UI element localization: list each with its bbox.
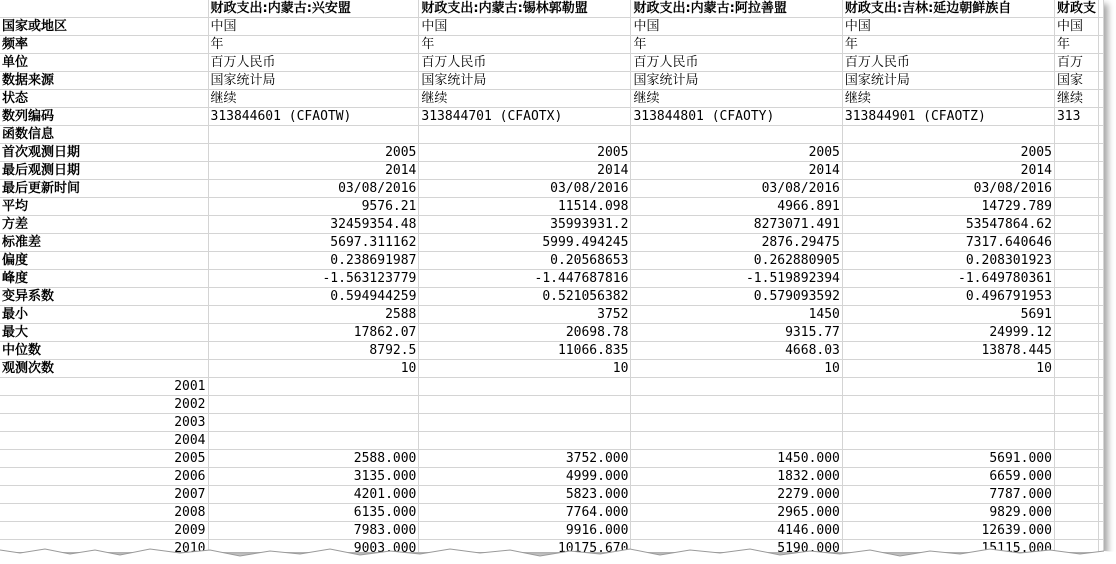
year-value-cell[interactable] [631, 414, 842, 432]
info-cell[interactable]: 年 [419, 36, 631, 54]
table-row [0, 36, 1104, 54]
info-cell[interactable]: 年 [208, 36, 419, 54]
year-value-cell[interactable] [842, 414, 1054, 432]
table-row [0, 162, 1104, 180]
stat-cell[interactable]: 4966.891 [631, 198, 842, 216]
stat-cell[interactable]: 11066.835 [419, 342, 631, 360]
empty-cell[interactable] [1099, 396, 1104, 414]
row-label[interactable]: 单位 [0, 54, 208, 72]
corner-cell[interactable] [0, 0, 208, 18]
info-cell[interactable] [419, 126, 631, 144]
year-value-cell[interactable] [842, 396, 1054, 414]
year-value-cell[interactable]: 7764.000 [419, 504, 631, 522]
stat-cell[interactable]: 2014 [208, 162, 419, 180]
stat-cell[interactable]: 24999.12 [842, 324, 1054, 342]
year-value-cell[interactable] [631, 432, 842, 450]
stat-cell[interactable]: 53547864.62 [842, 216, 1054, 234]
stat-cell[interactable]: 0.521056382 [419, 288, 631, 306]
info-cell[interactable] [842, 126, 1054, 144]
year-value-cell[interactable] [419, 378, 631, 396]
info-cell[interactable]: 国家统计局 [208, 72, 419, 90]
year-value-cell[interactable] [419, 396, 631, 414]
year-value-cell[interactable] [1054, 504, 1098, 522]
table-row [0, 18, 1104, 36]
info-cell[interactable]: 百万人民币 [842, 54, 1054, 72]
column-header[interactable]: 财政支出:吉林:延边朝鲜族自 [842, 0, 1054, 18]
empty-cell[interactable] [1099, 36, 1104, 54]
info-cell[interactable] [1054, 126, 1098, 144]
stat-cell[interactable] [1054, 216, 1098, 234]
table-row [0, 414, 1104, 432]
row-label[interactable]: 标准差 [0, 234, 208, 252]
stat-cell[interactable]: 8273071.491 [631, 216, 842, 234]
stat-cell[interactable]: 0.262880905 [631, 252, 842, 270]
stat-cell[interactable] [1054, 324, 1098, 342]
stat-cell[interactable]: 4668.03 [631, 342, 842, 360]
empty-cell[interactable] [1099, 324, 1104, 342]
year-value-cell[interactable]: 3752.000 [419, 450, 631, 468]
table-row [0, 108, 1104, 126]
stat-cell[interactable]: 20698.78 [419, 324, 631, 342]
stat-cell[interactable]: 3752 [419, 306, 631, 324]
year-value-cell[interactable]: 2588.000 [208, 450, 419, 468]
info-cell[interactable]: 313844701 (CFAOTX) [419, 108, 631, 126]
empty-cell[interactable] [1099, 54, 1104, 72]
header-row [0, 0, 1104, 18]
stat-cell[interactable]: 03/08/2016 [842, 180, 1054, 198]
info-cell[interactable]: 年 [842, 36, 1054, 54]
year-label[interactable]: 2008 [0, 504, 208, 522]
empty-cell[interactable] [1099, 522, 1104, 540]
stat-cell[interactable]: 0.20568653 [419, 252, 631, 270]
stat-cell[interactable] [1054, 234, 1098, 252]
table-row [0, 252, 1104, 270]
row-label[interactable]: 频率 [0, 36, 208, 54]
info-cell[interactable]: 313844601 (CFAOTW) [208, 108, 419, 126]
stat-cell[interactable]: -1.649780361 [842, 270, 1054, 288]
year-value-cell[interactable] [208, 378, 419, 396]
info-cell[interactable]: 国家统计局 [631, 72, 842, 90]
stat-cell[interactable] [1054, 342, 1098, 360]
year-value-cell[interactable]: 7787.000 [842, 486, 1054, 504]
year-value-cell[interactable] [208, 414, 419, 432]
empty-cell[interactable] [1099, 342, 1104, 360]
empty-cell[interactable] [1099, 72, 1104, 90]
stat-cell[interactable]: 13878.445 [842, 342, 1054, 360]
info-cell[interactable]: 继续 [208, 90, 419, 108]
row-label[interactable]: 平均 [0, 198, 208, 216]
stat-cell[interactable]: 9576.21 [208, 198, 419, 216]
year-value-cell[interactable]: 9003.000 [208, 540, 419, 553]
stat-cell[interactable]: 32459354.48 [208, 216, 419, 234]
row-label[interactable]: 方差 [0, 216, 208, 234]
year-value-cell[interactable]: 9916.000 [419, 522, 631, 540]
info-cell[interactable]: 国家统计局 [842, 72, 1054, 90]
stat-cell[interactable] [1054, 270, 1098, 288]
info-cell[interactable]: 继续 [842, 90, 1054, 108]
row-label[interactable]: 中位数 [0, 342, 208, 360]
row-label[interactable]: 数列编码 [0, 108, 208, 126]
stat-cell[interactable]: -1.447687816 [419, 270, 631, 288]
year-label[interactable]: 2002 [0, 396, 208, 414]
table-row [0, 288, 1104, 306]
table-row [0, 198, 1104, 216]
info-cell[interactable] [631, 126, 842, 144]
year-value-cell[interactable]: 2965.000 [631, 504, 842, 522]
row-label[interactable]: 首次观测日期 [0, 144, 208, 162]
empty-cell[interactable] [1099, 0, 1104, 18]
stat-cell[interactable]: 2014 [842, 162, 1054, 180]
table-row [0, 432, 1104, 450]
info-cell[interactable]: 中国 [419, 18, 631, 36]
year-value-cell[interactable]: 10175.670 [419, 540, 631, 553]
row-label[interactable]: 最小 [0, 306, 208, 324]
stat-cell[interactable]: -1.563123779 [208, 270, 419, 288]
year-value-cell[interactable]: 7983.000 [208, 522, 419, 540]
column-header[interactable]: 财政支 [1054, 0, 1098, 18]
table-row [0, 378, 1104, 396]
year-label[interactable]: 2006 [0, 468, 208, 486]
year-value-cell[interactable]: 4146.000 [631, 522, 842, 540]
table-row [0, 180, 1104, 198]
info-cell[interactable]: 百万人民币 [631, 54, 842, 72]
info-cell[interactable] [208, 126, 419, 144]
empty-cell[interactable] [1099, 108, 1104, 126]
empty-cell[interactable] [1099, 468, 1104, 486]
year-label[interactable]: 2003 [0, 414, 208, 432]
table-row [0, 90, 1104, 108]
stat-cell[interactable]: 2588 [208, 306, 419, 324]
stat-cell[interactable]: 0.496791953 [842, 288, 1054, 306]
year-label[interactable]: 2007 [0, 486, 208, 504]
stat-cell[interactable]: 2005 [208, 144, 419, 162]
year-value-cell[interactable] [842, 432, 1054, 450]
column-header[interactable]: 财政支出:内蒙古:兴安盟 [208, 0, 419, 18]
year-value-cell[interactable] [1054, 522, 1098, 540]
table-row [0, 450, 1104, 468]
info-cell[interactable]: 年 [1054, 36, 1098, 54]
table-row [0, 126, 1104, 144]
empty-cell[interactable] [1099, 360, 1104, 378]
stat-cell[interactable]: 03/08/2016 [208, 180, 419, 198]
info-cell[interactable]: 继续 [419, 90, 631, 108]
table-row [0, 342, 1104, 360]
empty-cell[interactable] [1099, 18, 1104, 36]
year-label[interactable]: 2009 [0, 522, 208, 540]
stat-cell[interactable]: 8792.5 [208, 342, 419, 360]
year-value-cell[interactable]: 5190.000 [631, 540, 842, 553]
empty-cell[interactable] [1099, 126, 1104, 144]
stat-cell[interactable] [1054, 360, 1098, 378]
table-row [0, 216, 1104, 234]
empty-cell[interactable] [1099, 198, 1104, 216]
stat-cell[interactable]: 2005 [842, 144, 1054, 162]
year-value-cell[interactable] [631, 378, 842, 396]
stat-cell[interactable] [1054, 306, 1098, 324]
stat-cell[interactable] [1054, 252, 1098, 270]
info-cell[interactable]: 国家统计局 [419, 72, 631, 90]
info-cell[interactable]: 继续 [1054, 90, 1098, 108]
year-value-cell[interactable] [1054, 378, 1098, 396]
stat-cell[interactable]: 10 [208, 360, 419, 378]
info-cell[interactable]: 313 [1054, 108, 1098, 126]
empty-cell[interactable] [1099, 378, 1104, 396]
year-value-cell[interactable] [1054, 486, 1098, 504]
empty-cell[interactable] [1099, 414, 1104, 432]
year-value-cell[interactable]: 6659.000 [842, 468, 1054, 486]
year-value-cell[interactable]: 4999.000 [419, 468, 631, 486]
info-cell[interactable]: 313844801 (CFAOTY) [631, 108, 842, 126]
row-label[interactable]: 函数信息 [0, 126, 208, 144]
stat-cell[interactable]: 35993931.2 [419, 216, 631, 234]
stat-cell[interactable]: 1450 [631, 306, 842, 324]
year-value-cell[interactable]: 9829.000 [842, 504, 1054, 522]
info-cell[interactable]: 百万人民币 [208, 54, 419, 72]
row-label[interactable]: 峰度 [0, 270, 208, 288]
row-label[interactable]: 最后更新时间 [0, 180, 208, 198]
stat-cell[interactable]: 03/08/2016 [631, 180, 842, 198]
info-cell[interactable]: 国家 [1054, 72, 1098, 90]
year-value-cell[interactable] [1054, 432, 1098, 450]
row-label[interactable]: 状态 [0, 90, 208, 108]
row-label[interactable]: 观测次数 [0, 360, 208, 378]
stat-cell[interactable]: 17862.07 [208, 324, 419, 342]
year-value-cell[interactable] [1054, 468, 1098, 486]
year-value-cell[interactable] [1054, 396, 1098, 414]
table-row [0, 306, 1104, 324]
stat-cell[interactable]: 0.594944259 [208, 288, 419, 306]
year-value-cell[interactable] [208, 396, 419, 414]
year-value-cell[interactable]: 1450.000 [631, 450, 842, 468]
stat-cell[interactable]: 10 [842, 360, 1054, 378]
column-header[interactable]: 财政支出:内蒙古:锡林郭勒盟 [419, 0, 631, 18]
table-row [0, 522, 1104, 540]
year-label[interactable]: 2001 [0, 378, 208, 396]
stat-cell[interactable]: 5697.311162 [208, 234, 419, 252]
stat-cell[interactable]: 5691 [842, 306, 1054, 324]
table-row [0, 72, 1104, 90]
empty-cell[interactable] [1099, 216, 1104, 234]
stat-cell[interactable]: 03/08/2016 [419, 180, 631, 198]
column-header[interactable]: 财政支出:内蒙古:阿拉善盟 [631, 0, 842, 18]
table-row [0, 396, 1104, 414]
empty-cell[interactable] [1099, 504, 1104, 522]
row-label[interactable]: 数据来源 [0, 72, 208, 90]
table-row [0, 360, 1104, 378]
empty-cell[interactable] [1099, 180, 1104, 198]
info-cell[interactable]: 百万人民币 [419, 54, 631, 72]
info-cell[interactable]: 中国 [1054, 18, 1098, 36]
stat-cell[interactable]: 14729.789 [842, 198, 1054, 216]
table-row [0, 270, 1104, 288]
year-value-cell[interactable] [1054, 450, 1098, 468]
empty-cell[interactable] [1099, 90, 1104, 108]
row-label[interactable]: 变异系数 [0, 288, 208, 306]
info-cell[interactable]: 百万 [1054, 54, 1098, 72]
stat-cell[interactable]: 2014 [419, 162, 631, 180]
table-row [0, 486, 1104, 504]
stat-cell[interactable] [1054, 144, 1098, 162]
year-label[interactable]: 2004 [0, 432, 208, 450]
row-label[interactable]: 最后观测日期 [0, 162, 208, 180]
year-value-cell[interactable]: 4201.000 [208, 486, 419, 504]
info-cell[interactable]: 中国 [208, 18, 419, 36]
empty-cell[interactable] [1099, 486, 1104, 504]
year-label[interactable]: 2010 [0, 540, 208, 553]
year-value-cell[interactable]: 5823.000 [419, 486, 631, 504]
year-value-cell[interactable]: 3135.000 [208, 468, 419, 486]
empty-cell[interactable] [1099, 270, 1104, 288]
year-value-cell[interactable] [419, 414, 631, 432]
stat-cell[interactable]: 7317.640646 [842, 234, 1054, 252]
empty-cell[interactable] [1099, 306, 1104, 324]
stat-cell[interactable] [1054, 180, 1098, 198]
stat-cell[interactable]: 2005 [419, 144, 631, 162]
year-value-cell[interactable]: 5691.000 [842, 450, 1054, 468]
stat-cell[interactable]: 2014 [631, 162, 842, 180]
row-label[interactable]: 最大 [0, 324, 208, 342]
stat-cell[interactable]: 10 [631, 360, 842, 378]
stat-cell[interactable] [1054, 198, 1098, 216]
year-value-cell[interactable]: 6135.000 [208, 504, 419, 522]
empty-cell[interactable] [1099, 288, 1104, 306]
year-value-cell[interactable]: 12639.000 [842, 522, 1054, 540]
stat-cell[interactable]: 10 [419, 360, 631, 378]
year-value-cell[interactable]: 1832.000 [631, 468, 842, 486]
empty-cell[interactable] [1099, 450, 1104, 468]
table-row [0, 468, 1104, 486]
year-value-cell[interactable]: 15115.000 [842, 540, 1054, 553]
stat-cell[interactable]: 2876.29475 [631, 234, 842, 252]
stat-cell[interactable]: 5999.494245 [419, 234, 631, 252]
year-value-cell[interactable]: 2279.000 [631, 486, 842, 504]
year-value-cell[interactable] [1054, 414, 1098, 432]
stat-cell[interactable] [1054, 162, 1098, 180]
stat-cell[interactable] [1054, 288, 1098, 306]
year-value-cell[interactable] [631, 396, 842, 414]
empty-cell[interactable] [1099, 234, 1104, 252]
row-label[interactable]: 偏度 [0, 252, 208, 270]
stat-cell[interactable]: 0.208301923 [842, 252, 1054, 270]
table-row [0, 234, 1104, 252]
empty-cell[interactable] [1099, 162, 1104, 180]
empty-cell[interactable] [1099, 252, 1104, 270]
stat-cell[interactable]: 11514.098 [419, 198, 631, 216]
year-label[interactable]: 2005 [0, 450, 208, 468]
table-row [0, 504, 1104, 522]
info-cell[interactable]: 中国 [631, 18, 842, 36]
info-cell[interactable]: 继续 [631, 90, 842, 108]
table-row [0, 54, 1104, 72]
table-row [0, 324, 1104, 342]
year-value-cell[interactable] [208, 432, 419, 450]
year-value-cell[interactable] [419, 432, 631, 450]
info-cell[interactable]: 中国 [842, 18, 1054, 36]
row-label[interactable]: 国家或地区 [0, 18, 208, 36]
table-row [0, 144, 1104, 162]
stat-cell[interactable]: 9315.77 [631, 324, 842, 342]
stat-cell[interactable]: 0.238691987 [208, 252, 419, 270]
empty-cell[interactable] [1099, 432, 1104, 450]
torn-edge [0, 544, 1116, 564]
info-cell[interactable]: 年 [631, 36, 842, 54]
stat-cell[interactable]: -1.519892394 [631, 270, 842, 288]
info-cell[interactable]: 313844901 (CFAOTZ) [842, 108, 1054, 126]
stat-cell[interactable]: 0.579093592 [631, 288, 842, 306]
year-value-cell[interactable] [842, 378, 1054, 396]
empty-cell[interactable] [1099, 144, 1104, 162]
stat-cell[interactable]: 2005 [631, 144, 842, 162]
